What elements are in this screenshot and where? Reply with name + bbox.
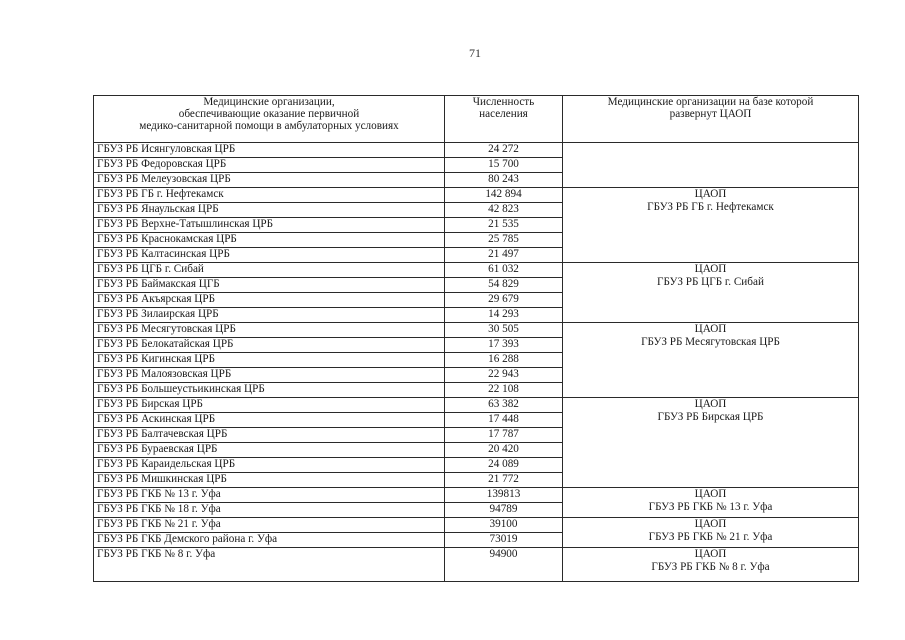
table-header-row [94,96,859,143]
population-value: 22 108 [445,383,563,398]
caop-center-cell [563,143,859,188]
organization-name: ГБУЗ РБ ГКБ № 8 г. Уфа [94,548,445,582]
table-body [94,143,859,582]
caop-label: ЦАОП [694,188,727,200]
organization-name: ГБУЗ РБ ГКБ № 13 г. Уфа [94,488,445,503]
caop-center-cell [563,518,859,548]
population-value: 94900 [445,548,563,582]
population-value: 94789 [445,503,563,518]
population-value: 24 089 [445,458,563,473]
population-value: 17 448 [445,413,563,428]
organization-name: ГБУЗ РБ Караидельская ЦРБ [94,458,445,473]
organization-name: ГБУЗ РБ Баймакская ЦГБ [94,278,445,293]
population-value: 17 787 [445,428,563,443]
population-value: 25 785 [445,233,563,248]
header-caop-base: Медицинские организации на базе которой развернут ЦАОП [563,96,859,143]
organization-name: ГБУЗ РБ ЦГБ г. Сибай [94,263,445,278]
population-value: 73019 [445,533,563,548]
population-value: 29 679 [445,293,563,308]
caop-center-cell [563,398,859,488]
organization-name: ГБУЗ РБ Малоязовская ЦРБ [94,368,445,383]
population-value: 139813 [445,488,563,503]
population-value: 54 829 [445,278,563,293]
organization-name: ГБУЗ РБ Мелеузовская ЦРБ [94,173,445,188]
caop-label: ЦАОП [694,518,727,530]
population-value: 16 288 [445,353,563,368]
population-value: 39100 [445,518,563,533]
table-row [94,518,859,533]
organization-name: ГБУЗ РБ Краснокамская ЦРБ [94,233,445,248]
population-value: 24 272 [445,143,563,158]
table-row [94,323,859,338]
page-number: 71 [469,46,481,60]
organization-name: ГБУЗ РБ Балтачевская ЦРБ [94,428,445,443]
population-value: 142 894 [445,188,563,203]
population-value: 17 393 [445,338,563,353]
caop-center-cell [563,548,859,582]
caop-organization: ГБУЗ РБ ГКБ № 8 г. Уфа [651,561,770,573]
population-value: 20 420 [445,443,563,458]
organization-name: ГБУЗ РБ Бураевская ЦРБ [94,443,445,458]
header-organizations: Медицинские организации, обеспечивающие оказание первичной медико-санитарной помощи в амбулаторных условиях [94,96,445,143]
organization-name: ГБУЗ РБ Федоровская ЦРБ [94,158,445,173]
organization-name: ГБУЗ РБ Бирская ЦРБ [94,398,445,413]
organization-name: ГБУЗ РБ Кигинская ЦРБ [94,353,445,368]
population-value: 14 293 [445,308,563,323]
organization-name: ГБУЗ РБ Аскинская ЦРБ [94,413,445,428]
caop-organization: ГБУЗ РБ ГБ г. Нефтекамск [647,201,774,213]
caop-organization: ГБУЗ РБ ЦГБ г. Сибай [657,276,764,288]
caop-label: ЦАОП [694,263,727,275]
population-value: 42 823 [445,203,563,218]
table-row [94,548,859,582]
population-value: 30 505 [445,323,563,338]
population-value: 61 032 [445,263,563,278]
organization-name: ГБУЗ РБ Большеустьикинская ЦРБ [94,383,445,398]
organization-name: ГБУЗ РБ ГКБ № 21 г. Уфа [94,518,445,533]
population-value: 21 772 [445,473,563,488]
organization-name: ГБУЗ РБ Месягутовская ЦРБ [94,323,445,338]
table-row [94,143,859,158]
table-row [94,398,859,413]
organization-name: ГБУЗ РБ Белокатайская ЦРБ [94,338,445,353]
organization-name: ГБУЗ РБ Исянгуловская ЦРБ [94,143,445,158]
caop-label: ЦАОП [694,323,727,335]
organization-name: ГБУЗ РБ Мишкинская ЦРБ [94,473,445,488]
table-row [94,263,859,278]
population-value: 63 382 [445,398,563,413]
caop-label: ЦАОП [694,548,727,560]
header-population: Численность населения [445,96,563,143]
table-row [94,488,859,503]
organization-name: ГБУЗ РБ ГКБ Демского района г. Уфа [94,533,445,548]
population-value: 22 943 [445,368,563,383]
caop-label: ЦАОП [694,398,727,410]
caop-center-cell [563,323,859,398]
organization-name: ГБУЗ РБ Калтасинская ЦРБ [94,248,445,263]
caop-center-cell [563,263,859,323]
caop-organization: ГБУЗ РБ Бирская ЦРБ [657,411,764,423]
population-value: 21 535 [445,218,563,233]
caop-label: ЦАОП [694,488,727,500]
population-value: 21 497 [445,248,563,263]
organization-name: ГБУЗ РБ ГБ г. Нефтекамск [94,188,445,203]
population-value: 15 700 [445,158,563,173]
caop-center-cell [563,488,859,518]
organizations-table [93,95,859,582]
table-row [94,188,859,203]
caop-organization: ГБУЗ РБ ГКБ № 21 г. Уфа [648,531,773,543]
organization-name: ГБУЗ РБ ГКБ № 18 г. Уфа [94,503,445,518]
organization-name: ГБУЗ РБ Зилаирская ЦРБ [94,308,445,323]
population-value: 80 243 [445,173,563,188]
caop-center-cell [563,188,859,263]
caop-organization: ГБУЗ РБ ГКБ № 13 г. Уфа [648,501,773,513]
organization-name: ГБУЗ РБ Янаульская ЦРБ [94,203,445,218]
organization-name: ГБУЗ РБ Верхне-Татышлинская ЦРБ [94,218,445,233]
caop-organization: ГБУЗ РБ Месягутовская ЦРБ [641,336,780,348]
organization-name: ГБУЗ РБ Акъярская ЦРБ [94,293,445,308]
